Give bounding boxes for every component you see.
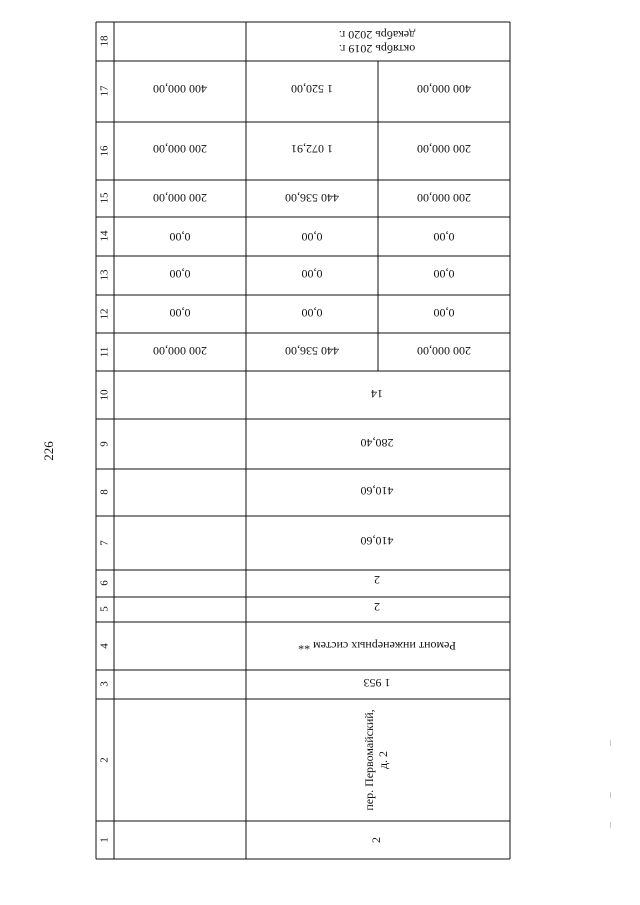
cell-c7: 410,60: [360, 533, 394, 548]
cell-c8: 410,60: [360, 483, 394, 498]
cell-c16-b: 1 072,91: [291, 141, 333, 156]
scan-speck: [610, 792, 611, 798]
cell-c12-b: 0,00: [301, 305, 323, 320]
cell-c16-a: 200 000,00: [153, 141, 207, 156]
cell-c13-b: 0,00: [301, 266, 323, 281]
column-header-13: 13: [98, 269, 111, 281]
column-header-4: 4: [98, 643, 111, 649]
address-street: пер. Первомайский,: [362, 709, 377, 811]
column-header-1: 1: [98, 837, 111, 843]
column-header-14: 14: [98, 230, 111, 242]
scan-speck: [610, 740, 611, 746]
column-header-12: 12: [98, 308, 111, 320]
column-header-7: 7: [98, 540, 111, 546]
column-header-15: 15: [98, 192, 111, 204]
column-header-3: 3: [98, 681, 111, 687]
column-header-8: 8: [98, 489, 111, 495]
period-end: декабрь 2020 г.: [338, 28, 416, 42]
cell-c4: Ремонт инженерных систем **: [298, 638, 456, 653]
cell-c11-b: 440 536,00: [285, 343, 339, 358]
cell-c14-c: 0,00: [433, 229, 455, 244]
cell-c13-c: 0,00: [433, 266, 455, 281]
address-house: д. 2: [376, 750, 390, 770]
cell-c15-c: 200 000,00: [417, 190, 471, 205]
cell-c14-b: 0,00: [301, 229, 323, 244]
period-start: октябрь 2019 г.: [338, 41, 416, 56]
cell-c2-address: [363, 709, 391, 810]
cell-c12-a: 0,00: [169, 305, 191, 320]
cell-c10: 14: [371, 386, 383, 401]
column-header-9: 9: [98, 441, 111, 447]
cell-c11-c: 200 000,00: [417, 343, 471, 358]
column-header-18: 18: [98, 35, 111, 47]
cell-c17-c: 400 000,00: [417, 81, 471, 96]
cell-c11-a: 200 000,00: [153, 343, 207, 358]
column-header-6: 6: [98, 580, 111, 586]
cell-c16-c: 200 000,00: [417, 141, 471, 156]
cell-c17-b: 1 520,00: [291, 81, 333, 96]
column-header-5: 5: [98, 606, 111, 612]
column-header-16: 16: [98, 145, 111, 157]
page-number: 226: [41, 441, 56, 461]
cell-c6: 2: [374, 572, 380, 587]
cell-c9: 280,40: [360, 435, 394, 450]
cell-c13-a: 0,00: [169, 266, 191, 281]
scan-speck: [610, 822, 611, 828]
cell-c15-b: 440 536,00: [285, 190, 339, 205]
cell-c15-a: 200 000,00: [153, 190, 207, 205]
cell-c3: 1 953: [363, 675, 391, 690]
cell-c12-c: 0,00: [433, 305, 455, 320]
column-header-17: 17: [98, 85, 111, 97]
column-header-10: 10: [98, 389, 111, 401]
cell-c1: 2: [369, 837, 384, 843]
column-header-2: 2: [98, 757, 111, 763]
cell-c17-a: 400 000,00: [153, 81, 207, 96]
cell-work-period: [339, 27, 416, 55]
cell-c5: 2: [374, 599, 380, 614]
column-header-11: 11: [98, 346, 111, 358]
cell-c14-a: 0,00: [169, 229, 191, 244]
